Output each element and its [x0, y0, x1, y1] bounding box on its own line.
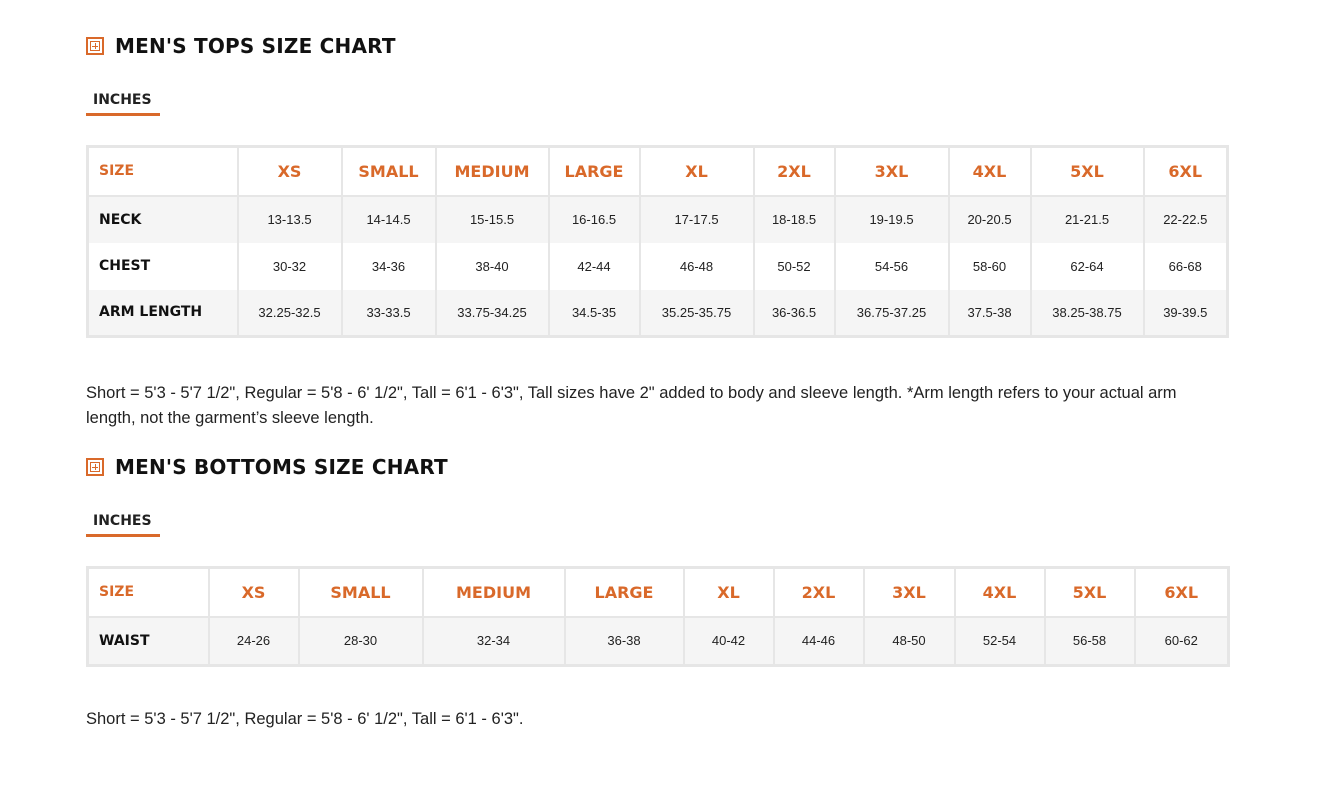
size-column-header: MEDIUM [423, 568, 565, 617]
expand-square-icon [86, 37, 104, 55]
size-column-header: XS [238, 147, 342, 196]
tops-size-table [86, 145, 1229, 338]
table-cell: 33-33.5 [342, 290, 436, 337]
tops-header-row [88, 147, 1228, 196]
table-cell: 44-46 [774, 617, 864, 666]
size-column-header: XL [640, 147, 754, 196]
bottoms-note: Short = 5'3 - 5'7 1/2", Regular = 5'8 - 6' 1/2", Tall = 6'1 - 6'3". [86, 710, 524, 728]
size-column-header: 2XL [774, 568, 864, 617]
tops-inches-tab[interactable]: INCHES [86, 92, 160, 116]
table-cell: 54-56 [835, 243, 949, 290]
row-label: ARM LENGTH [88, 290, 238, 337]
table-cell: 33.75-34.25 [436, 290, 549, 337]
size-column-header: 4XL [955, 568, 1045, 617]
size-column-header: 5XL [1045, 568, 1135, 617]
table-cell: 22-22.5 [1144, 196, 1228, 243]
size-column-header: SMALL [299, 568, 423, 617]
table-cell: 60-62 [1135, 617, 1229, 666]
table-cell: 66-68 [1144, 243, 1228, 290]
size-column-header: LARGE [549, 147, 640, 196]
tops-section-header [86, 34, 396, 58]
size-column-header: MEDIUM [436, 147, 549, 196]
table-cell: 15-15.5 [436, 196, 549, 243]
table-cell: 40-42 [684, 617, 774, 666]
table-cell: 14-14.5 [342, 196, 436, 243]
bottoms-section-header [86, 455, 448, 479]
table-cell: 52-54 [955, 617, 1045, 666]
table-cell: 21-21.5 [1031, 196, 1144, 243]
table-cell: 35.25-35.75 [640, 290, 754, 337]
bottoms-inches-tab[interactable]: INCHES [86, 513, 160, 537]
row-label: NECK [88, 196, 238, 243]
table-cell: 34-36 [342, 243, 436, 290]
table-cell: 39-39.5 [1144, 290, 1228, 337]
row-label: CHEST [88, 243, 238, 290]
table-cell: 50-52 [754, 243, 835, 290]
table-cell: 28-30 [299, 617, 423, 666]
size-column-header: 2XL [754, 147, 835, 196]
table-cell: 20-20.5 [949, 196, 1031, 243]
table-cell: 19-19.5 [835, 196, 949, 243]
table-cell: 36-36.5 [754, 290, 835, 337]
size-column-header: 3XL [864, 568, 955, 617]
size-column-header: 6XL [1144, 147, 1228, 196]
row-label: WAIST [88, 617, 209, 666]
table-cell: 13-13.5 [238, 196, 342, 243]
size-column-header: SMALL [342, 147, 436, 196]
table-cell: 38.25-38.75 [1031, 290, 1144, 337]
bottoms-size-table [86, 566, 1230, 667]
size-column-header: 5XL [1031, 147, 1144, 196]
table-cell: 42-44 [549, 243, 640, 290]
table-cell: 32.25-32.5 [238, 290, 342, 337]
table-cell: 56-58 [1045, 617, 1135, 666]
tops-chart-title: MEN'S TOPS SIZE CHART [115, 34, 396, 58]
size-header-cell: SIZE [88, 568, 209, 617]
size-header-cell: SIZE [88, 147, 238, 196]
table-cell: 34.5-35 [549, 290, 640, 337]
size-column-header: 3XL [835, 147, 949, 196]
table-cell: 48-50 [864, 617, 955, 666]
size-column-header: XS [209, 568, 299, 617]
size-column-header: 6XL [1135, 568, 1229, 617]
table-cell: 16-16.5 [549, 196, 640, 243]
table-cell: 62-64 [1031, 243, 1144, 290]
table-cell: 32-34 [423, 617, 565, 666]
table-cell: 58-60 [949, 243, 1031, 290]
table-cell: 18-18.5 [754, 196, 835, 243]
table-row [88, 290, 1228, 337]
size-column-header: XL [684, 568, 774, 617]
table-cell: 30-32 [238, 243, 342, 290]
expand-square-icon [86, 458, 104, 476]
table-cell: 17-17.5 [640, 196, 754, 243]
bottoms-chart-title: MEN'S BOTTOMS SIZE CHART [115, 455, 448, 479]
tops-note: Short = 5'3 - 5'7 1/2", Regular = 5'8 - 6' 1/2", Tall = 6'1 - 6'3", Tall sizes have 2" added to body and sleeve length. *Arm length refers to your actual arm length, not the garment’s sleeve length. [86, 384, 1177, 427]
table-cell: 36.75-37.25 [835, 290, 949, 337]
table-cell: 24-26 [209, 617, 299, 666]
table-row [88, 617, 1229, 666]
table-row [88, 243, 1228, 290]
bottoms-header-row [88, 568, 1229, 617]
table-cell: 38-40 [436, 243, 549, 290]
table-cell: 36-38 [565, 617, 684, 666]
size-column-header: LARGE [565, 568, 684, 617]
table-row [88, 196, 1228, 243]
table-cell: 37.5-38 [949, 290, 1031, 337]
table-cell: 46-48 [640, 243, 754, 290]
size-column-header: 4XL [949, 147, 1031, 196]
